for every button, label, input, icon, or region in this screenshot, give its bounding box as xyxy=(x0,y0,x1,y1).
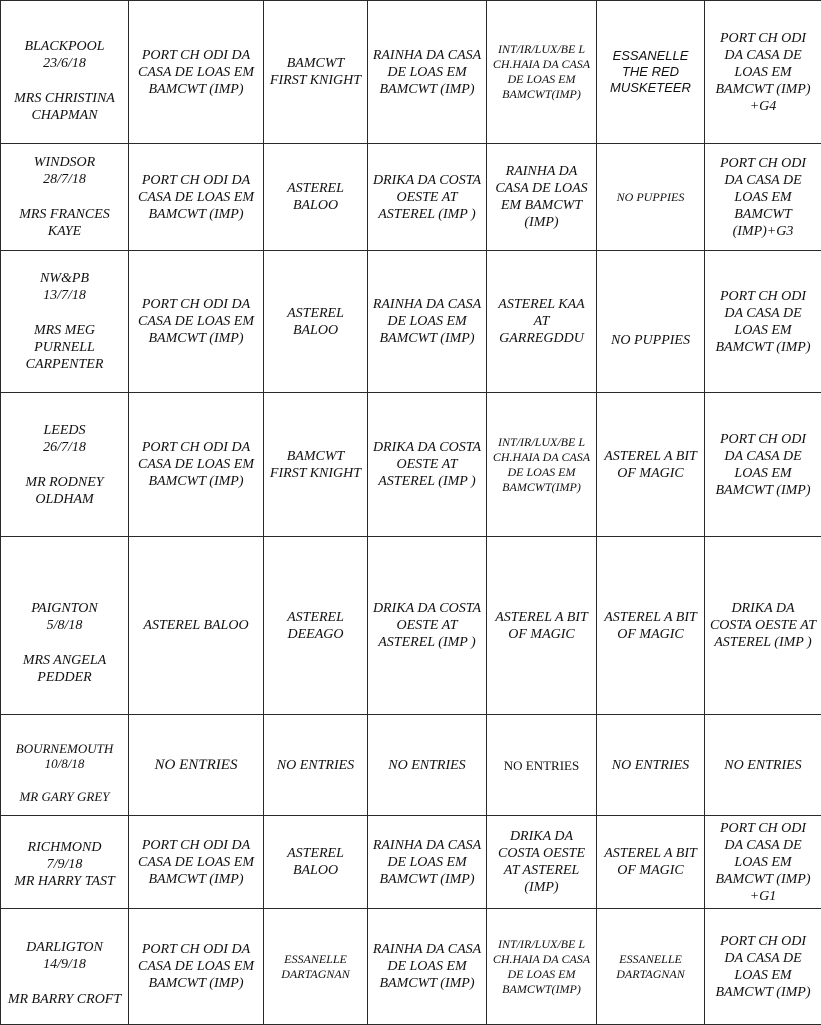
result-cell: BAMCWT FIRST KNIGHT xyxy=(264,393,368,537)
result-cell: NO ENTRIES xyxy=(705,715,821,816)
result-cell: RAINHA DA CASA DE LOAS EM BAMCWT (IMP) xyxy=(368,1,487,144)
table-row xyxy=(1,715,821,816)
show-venue-cell xyxy=(1,144,129,251)
result-cell: ASTEREL BALOO xyxy=(264,816,368,909)
judge-name: MRS CHRISTINA CHAPMAN xyxy=(14,91,115,123)
result-cell: NO ENTRIES xyxy=(597,715,705,816)
show-date: 7/9/18 xyxy=(47,857,83,872)
result-cell: NO PUPPIES xyxy=(597,144,705,251)
show-name: RICHMOND xyxy=(28,840,102,855)
result-cell: ASTEREL KAA AT GARREGDDU xyxy=(487,251,597,393)
result-cell: DRIKA DA COSTA OESTE AT ASTEREL (IMP ) xyxy=(368,144,487,251)
result-cell: PORT CH ODI DA CASA DE LOAS EM BAMCWT (IMP) xyxy=(129,251,264,393)
show-date: 26/7/18 xyxy=(43,440,86,455)
judge-name: MRS MEG PURNELL CARPENTER xyxy=(26,323,104,372)
show-date: 28/7/18 xyxy=(43,172,86,187)
show-venue-cell xyxy=(1,1,129,144)
result-cell: ESSANELLE DARTAGNAN xyxy=(264,909,368,1025)
result-cell: BAMCWT FIRST KNIGHT xyxy=(264,1,368,144)
judge-name: MR BARRY CROFT xyxy=(8,992,121,1007)
result-cell: NO ENTRIES xyxy=(129,715,264,816)
result-cell: ASTEREL A BIT OF MAGIC xyxy=(597,537,705,715)
result-cell: DRIKA DA COSTA OESTE AT ASTEREL (IMP) xyxy=(487,816,597,909)
table-row xyxy=(1,909,821,1025)
result-cell: INT/IR/LUX/BE L CH.HAIA DA CASA DE LOAS EM BAMCWT(IMP) xyxy=(487,909,597,1025)
result-cell: PORT CH ODI DA CASA DE LOAS EM BAMCWT (IMP)+G3 xyxy=(705,144,821,251)
show-name: BOURNEMOUTH xyxy=(16,741,114,756)
show-name: WINDSOR xyxy=(34,155,95,170)
result-cell: RAINHA DA CASA DE LOAS EM BAMCWT (IMP) xyxy=(368,251,487,393)
result-cell: ASTEREL A BIT OF MAGIC xyxy=(487,537,597,715)
result-cell: NO ENTRIES xyxy=(368,715,487,816)
result-cell: PORT CH ODI DA CASA DE LOAS EM BAMCWT (IMP) +G1 xyxy=(705,816,821,909)
result-cell: PORT CH ODI DA CASA DE LOAS EM BAMCWT (IMP) +G4 xyxy=(705,1,821,144)
result-cell: PORT CH ODI DA CASA DE LOAS EM BAMCWT (IMP) xyxy=(705,251,821,393)
judge-name: MR RODNEY OLDHAM xyxy=(25,475,103,507)
table-row xyxy=(1,537,821,715)
result-cell: PORT CH ODI DA CASA DE LOAS EM BAMCWT (IMP) xyxy=(129,144,264,251)
judge-name: MRS FRANCES KAYE xyxy=(19,207,110,239)
result-cell: ESSANELLE THE RED MUSKETEER xyxy=(597,1,705,144)
table-row xyxy=(1,144,821,251)
show-date: 13/7/18 xyxy=(43,288,86,303)
result-cell: ASTEREL DEEAGO xyxy=(264,537,368,715)
result-cell: PORT CH ODI DA CASA DE LOAS EM BAMCWT (IMP) xyxy=(129,816,264,909)
table-row xyxy=(1,251,821,393)
show-date: 10/8/18 xyxy=(45,756,85,771)
show-venue-cell xyxy=(1,909,129,1025)
show-date: 5/8/18 xyxy=(47,618,83,633)
result-cell: NO PUPPIES xyxy=(597,251,705,393)
result-cell: DRIKA DA COSTA OESTE AT ASTEREL (IMP ) xyxy=(368,537,487,715)
result-cell: PORT CH ODI DA CASA DE LOAS EM BAMCWT (IMP) xyxy=(129,909,264,1025)
result-cell: PORT CH ODI DA CASA DE LOAS EM BAMCWT (IMP) xyxy=(705,909,821,1025)
result-cell: RAINHA DA CASA DE LOAS EM BAMCWT (IMP) xyxy=(487,144,597,251)
show-venue-cell xyxy=(1,816,129,909)
show-date: 14/9/18 xyxy=(43,957,86,972)
judge-name: MR GARY GREY xyxy=(19,789,109,804)
result-cell: ASTEREL BALOO xyxy=(264,251,368,393)
result-cell: RAINHA DA CASA DE LOAS EM BAMCWT (IMP) xyxy=(368,816,487,909)
show-name: PAIGNTON xyxy=(31,601,97,616)
result-cell: ASTEREL BALOO xyxy=(264,144,368,251)
show-venue-cell xyxy=(1,537,129,715)
result-cell: DRIKA DA COSTA OESTE AT ASTEREL (IMP ) xyxy=(368,393,487,537)
result-cell: INT/IR/LUX/BE L CH.HAIA DA CASA DE LOAS EM BAMCWT(IMP) xyxy=(487,1,597,144)
show-name: BLACKPOOL xyxy=(24,39,104,54)
show-venue-cell xyxy=(1,715,129,816)
show-venue-cell xyxy=(1,251,129,393)
result-cell: NO ENTRIES xyxy=(264,715,368,816)
result-cell: PORT CH ODI DA CASA DE LOAS EM BAMCWT (IMP) xyxy=(129,1,264,144)
table-row xyxy=(1,1,821,144)
result-cell: PORT CH ODI DA CASA DE LOAS EM BAMCWT (IMP) xyxy=(705,393,821,537)
judge-name: MRS ANGELA PEDDER xyxy=(23,653,106,685)
show-date: 23/6/18 xyxy=(43,56,86,71)
result-cell: DRIKA DA COSTA OESTE AT ASTEREL (IMP ) xyxy=(705,537,821,715)
result-cell: INT/IR/LUX/BE L CH.HAIA DA CASA DE LOAS EM BAMCWT(IMP) xyxy=(487,393,597,537)
show-venue-cell xyxy=(1,393,129,537)
show-name: NW&PB xyxy=(40,271,89,286)
show-name: LEEDS xyxy=(44,423,86,438)
table-row xyxy=(1,393,821,537)
result-cell: ESSANELLE DARTAGNAN xyxy=(597,909,705,1025)
result-cell: RAINHA DA CASA DE LOAS EM BAMCWT (IMP) xyxy=(368,909,487,1025)
judge-name: MR HARRY TAST xyxy=(14,874,115,889)
result-cell: PORT CH ODI DA CASA DE LOAS EM BAMCWT (IMP) xyxy=(129,393,264,537)
result-cell: NO ENTRIES xyxy=(487,715,597,816)
result-cell: ASTEREL A BIT OF MAGIC xyxy=(597,816,705,909)
show-name: DARLIGTON xyxy=(26,940,103,955)
result-cell: ASTEREL A BIT OF MAGIC xyxy=(597,393,705,537)
result-cell: ASTEREL BALOO xyxy=(129,537,264,715)
table-row xyxy=(1,816,821,909)
